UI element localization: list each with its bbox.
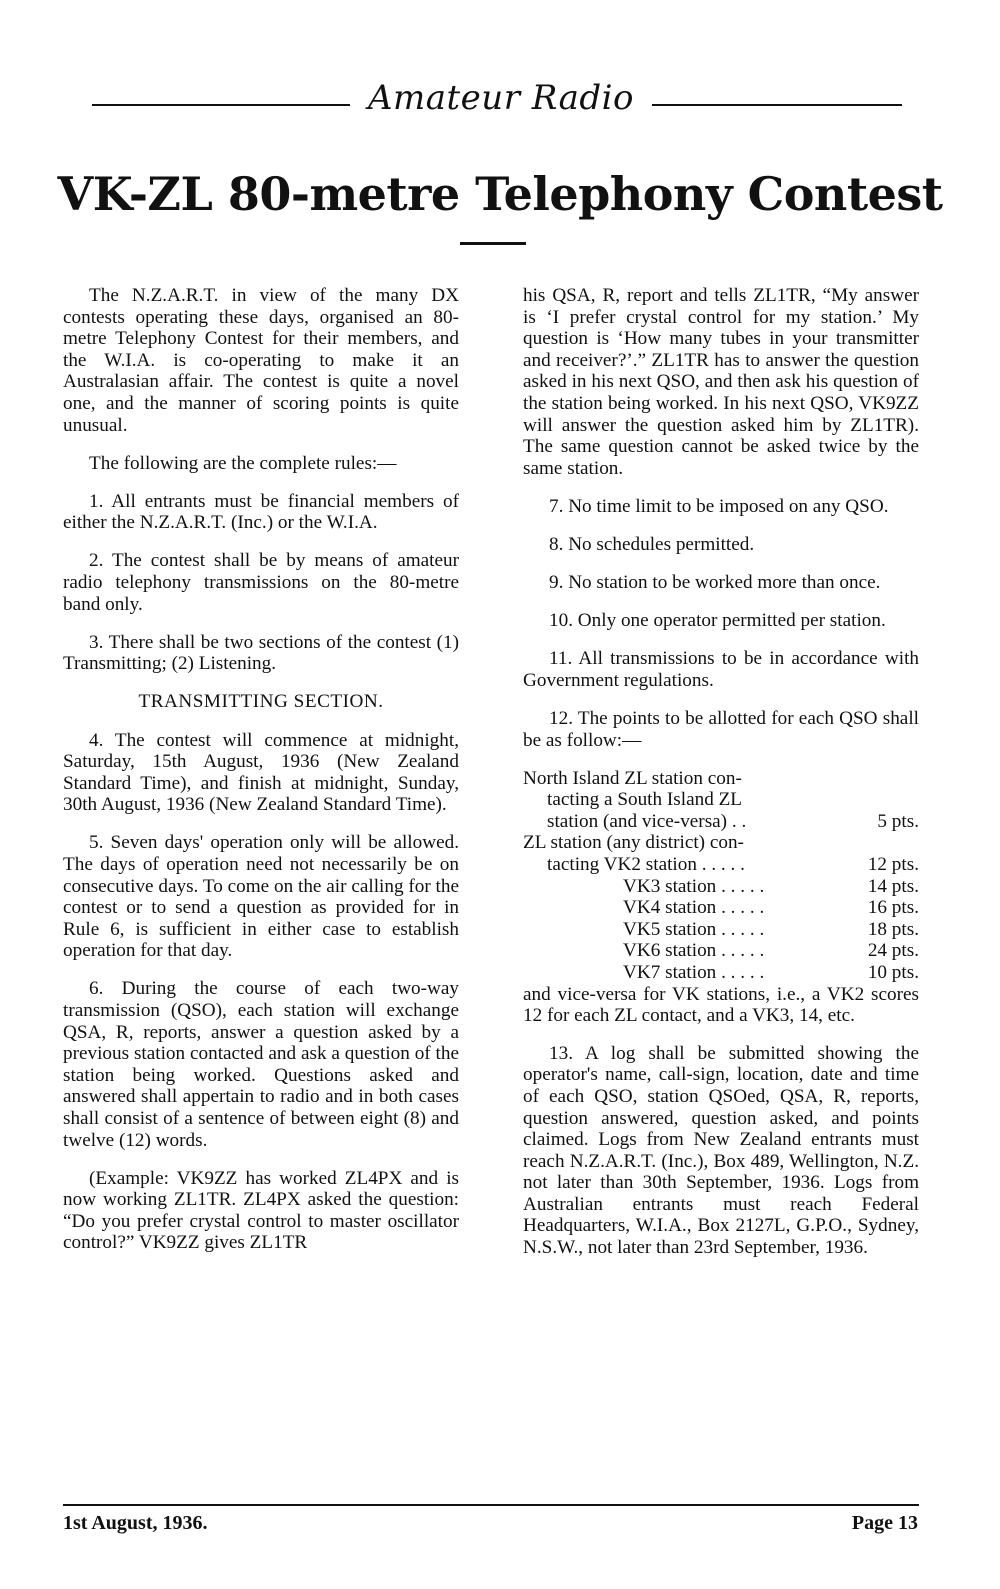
right-column [523, 285, 919, 1275]
points-label-ni: station (and vice-versa) . . [547, 810, 747, 832]
footer-rule [63, 1504, 919, 1506]
points-label-vk5: VK5 station . . . . . [623, 918, 765, 940]
masthead-rule-left [92, 104, 350, 106]
points-row-ni [523, 811, 919, 833]
points-label-vk4: VK4 station . . . . . [623, 897, 765, 919]
issue-date: 1st August, 1936. [63, 1512, 208, 1534]
points-row-vk3 [523, 876, 919, 898]
rule-5: 5. Seven days' operation only will be allowed. The days of operation need not necessarily be on consecutive days. To come on the air calling for the contest or to send a question as provided for in Rule 6, is sufficient in either case to establish operation for that day. [63, 832, 459, 962]
intro-paragraph: The N.Z.A.R.T. in view of the many DX contests operating these days, organised an 80-metre Telephony Contest for their members, and the W.I.A. is co-operating to make it an Australasian affair. The contest is quite a novel one, and the manner of scoring points is quite unusual. [63, 285, 459, 436]
points-label-vk6: VK6 station . . . . . [623, 940, 765, 962]
points-value-vk5: 18 pts. [867, 918, 919, 940]
masthead-rule-right [652, 104, 902, 106]
rule-1: 1. All entrants must be financial members of either the N.Z.A.R.T. (Inc.) or the W.I.A. [63, 490, 459, 534]
points-row-vk4 [523, 897, 919, 919]
rule-7: 7. No time limit to be imposed on any QSO. [549, 495, 889, 517]
points-row-vk2 [523, 854, 919, 876]
points-value-vk6: 24 pts. [867, 940, 919, 962]
rule-12: 12. The points to be allotted for each QSO shall be as follow:— [523, 707, 919, 751]
section-heading: TRANSMITTING SECTION. [138, 691, 384, 713]
points-label-vk7: VK7 station . . . . . [623, 961, 765, 983]
rule-10: 10. Only one operator permitted per station. [549, 610, 886, 632]
points-row-ni-2: tacting a South Island ZL [547, 789, 743, 811]
points-row-vk6 [523, 940, 919, 962]
points-row-vk7 [523, 962, 919, 984]
points-label-vk2: tacting VK2 station . . . . . [547, 853, 745, 875]
points-value-vk2: 12 pts. [867, 853, 919, 875]
points-value-vk3: 14 pts. [867, 875, 919, 897]
points-value-vk7: 10 pts. [867, 961, 919, 983]
page-number: Page 13 [851, 1512, 918, 1534]
title-divider [460, 242, 526, 245]
rule-13: 13. A log shall be submitted showing the operator's name, call-sign, location, date and time of each QSO, station QSOed, QSA, R, reports, question answered, question asked, and points claimed. Logs from New Zealand entrants must reach N.Z.A.R.T. (Inc.), Box 489, Wellington, N.Z. not later than 30th September, 1936. Logs from Australian entrants must reach Federal Headquarters, W.I.A., Box 2127L, G.P.O., Sydney, N.S.W., not later than 23rd September, 1936. [523, 1042, 919, 1259]
points-table [523, 768, 919, 1027]
points-value-vk4: 16 pts. [867, 897, 919, 919]
rule-8: 8. No schedules permitted. [549, 533, 755, 555]
rule-2: 2. The contest shall be by means of amateur radio telephony transmissions on the 80-metre band only. [63, 550, 459, 615]
masthead [92, 78, 902, 122]
points-row-zl-1: ZL station (any district) con- [523, 832, 744, 854]
points-label-vk3: VK3 station . . . . . [623, 875, 765, 897]
article-title: VK-ZL 80-metre Telephony Contest [57, 167, 943, 221]
example-paragraph: (Example: VK9ZZ has worked ZL4PX and is now working ZL1TR. ZL4PX asked the question: “Do you prefer crystal control to master oscillator control?” VK9ZZ gives ZL1TR [63, 1167, 459, 1254]
example-continued: his QSA, R, report and tells ZL1TR, “My answer is ‘I prefer crystal control for my station.’ My question is ‘How many tubes in your transmitter and receiver?’.” ZL1TR has to answer the question asked in his next QSO, and then ask his question of the station being worked. In his next QSO, VK9ZZ will answer the question asked him by ZL1TR). The same question cannot be asked twice by the same station. [523, 285, 919, 479]
points-row-vk5 [523, 919, 919, 941]
rule-6: 6. During the course of each two-way transmission (QSO), each station will exchange QSA, R, reports, answer a question asked by a previous station contacted and ask a question of the station being worked. Questions asked and answered shall appertain to radio and in both cases shall consist of a sentence of between eight (8) and twelve (12) words. [63, 978, 459, 1151]
rule-3: 3. There shall be two sections of the contest (1) Transmitting; (2) Listening. [63, 631, 459, 675]
points-row-ni-1: North Island ZL station con- [523, 767, 742, 789]
left-column [63, 285, 459, 1271]
rule-9: 9. No station to be worked more than once. [549, 572, 881, 594]
points-value-ni: 5 pts. [877, 810, 919, 832]
rule-11: 11. All transmissions to be in accordance with Government regulations. [523, 648, 919, 691]
points-note: and vice-versa for VK stations, i.e., a VK2 scores 12 for each ZL contact, and a VK3, 14, etc. [523, 983, 919, 1027]
rules-intro: The following are the complete rules:— [89, 452, 397, 474]
masthead-logo: Amateur Radio [367, 78, 635, 118]
rule-4: 4. The contest will commence at midnight, Saturday, 15th August, 1936 (New Zealand Standard Time), and finish at midnight, Sunday, 30th August, 1936 (New Zealand Standard Time). [63, 729, 459, 816]
